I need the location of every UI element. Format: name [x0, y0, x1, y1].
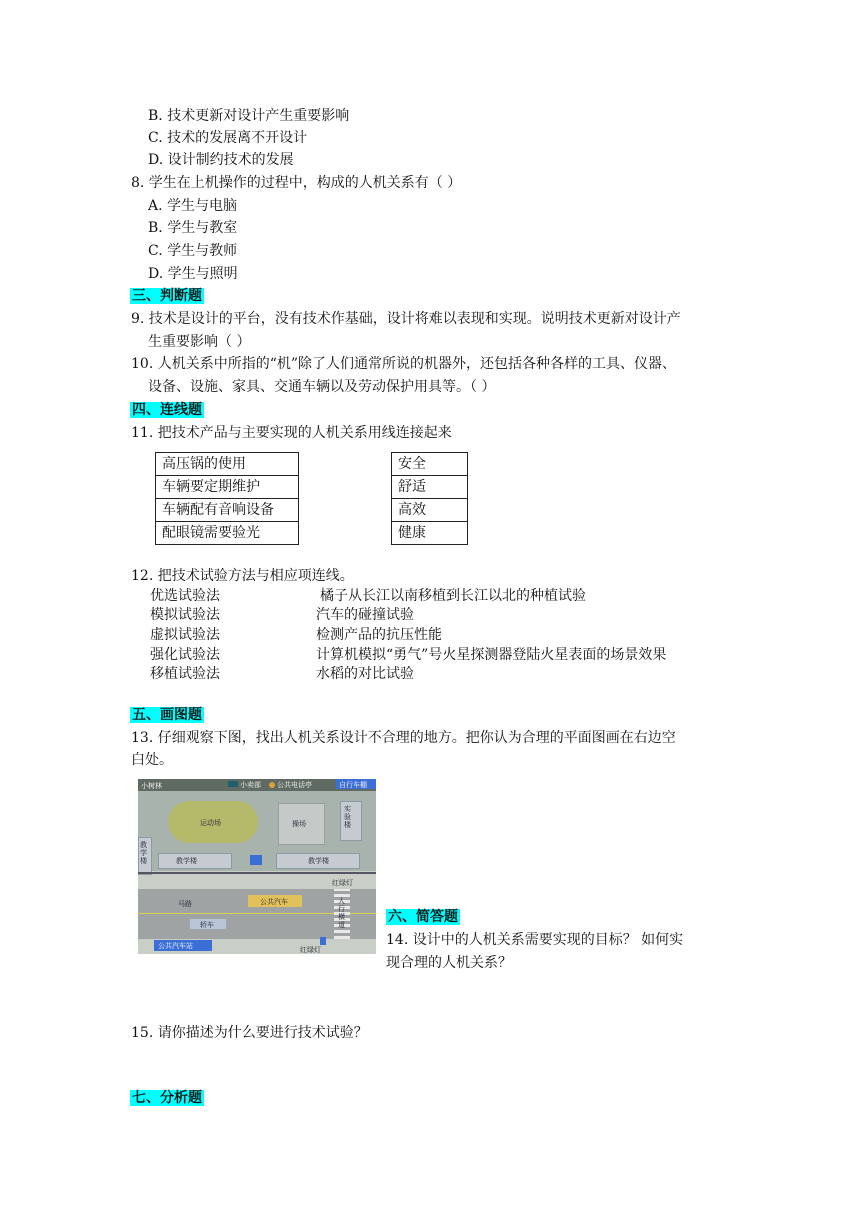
q12-item: 水稻的对比试验 [316, 666, 414, 682]
question-9-line-1: 9. 技术是设计的平台，没有技术作基础，设计将难以表现和实现。说明技术更新对设计产 [131, 311, 681, 327]
section-heading-7: 七、分析题 [132, 1090, 202, 1106]
section-heading-4: 四、连线题 [132, 402, 202, 418]
map-label-shop: 小卖部 [240, 781, 261, 789]
school-plan-map [138, 779, 376, 954]
section-heading-5: 五、画图题 [132, 707, 202, 723]
question-14-line-2: 现合理的人机关系？ [386, 955, 512, 971]
phone-booth-marker [269, 782, 275, 788]
map-label-traffic-light-2: 红绿灯 [300, 946, 321, 954]
q8-option-a: A. 学生与电脑 [148, 198, 238, 214]
question-14-line-1: 14. 设计中的人机关系需要实现的目标？ 如何实 [386, 932, 684, 948]
q11-product: 车辆要定期维护 [156, 476, 299, 499]
map-label-sports-field: 运动场 [200, 819, 221, 827]
q8-option-b: B. 学生与教室 [148, 220, 238, 236]
map-label-side-teaching-building: 教学楼 [140, 841, 147, 865]
map-label-lab-building: 实验楼 [344, 805, 351, 829]
q12-item: 计算机模拟“勇气”号火星探测器登陆火星表面的场景效果 [316, 647, 667, 663]
map-label-traffic-light-1: 红绿灯 [332, 879, 353, 887]
q7-option-b: B. 技术更新对设计产生重要影响 [148, 108, 350, 124]
q12-item: 检测产品的抗压性能 [316, 627, 442, 643]
question-11: 11. 把技术产品与主要实现的人机关系用线连接起来 [131, 425, 452, 441]
question-10-line-2: 设备、设施、家具、交通车辆以及劳动保护用具等。（ ） [148, 379, 496, 395]
question-8: 8. 学生在上机操作的过程中，构成的人机关系有（ ） [131, 175, 462, 191]
q12-item: 汽车的碰撞试验 [316, 607, 414, 623]
q11-products-table [155, 452, 299, 545]
section-heading-3: 三、判断题 [132, 288, 202, 304]
q8-option-d: D. 学生与照明 [148, 266, 238, 282]
question-10-line-1: 10. 人机关系中所指的“机”除了人们通常所说的机器外，还包括各种各样的工具、仪器、 [131, 356, 677, 372]
map-label-teaching-building-1: 教学楼 [176, 857, 197, 865]
q7-option-d: D. 设计制约技术的发展 [148, 152, 294, 168]
question-15: 15. 请你描述为什么要进行技术试验？ [131, 1025, 368, 1041]
q12-method: 模拟试验法 [150, 607, 220, 623]
map-label-phone-booth: 公共电话亭 [277, 781, 312, 789]
map-label-bus-stop: 公共汽车站 [158, 942, 193, 950]
q11-relation: 安全 [392, 453, 468, 476]
q11-relation: 舒适 [392, 476, 468, 499]
question-9-line-2: 生重要影响（ ） [148, 334, 251, 350]
q11-product: 车辆配有音响设备 [156, 499, 299, 522]
map-label-crosswalk: 人行横道 [338, 897, 345, 929]
q12-item: 橘子从长江以南移植到长江以北的种植试验 [320, 588, 586, 604]
q7-option-c: C. 技术的发展离不开设计 [148, 130, 308, 146]
q12-method: 优选试验法 [150, 588, 220, 604]
question-12: 12. 把技术试验方法与相应项连线。 [131, 568, 354, 584]
q11-relation: 高效 [392, 499, 468, 522]
map-label-grove: 小树林 [141, 782, 162, 790]
q11-product: 配眼镜需要验光 [156, 522, 299, 545]
map-label-playground: 操场 [292, 820, 306, 828]
map-label-car: 轿车 [200, 921, 214, 929]
q11-product: 高压锅的使用 [156, 453, 299, 476]
map-label-bike-shed: 自行车棚 [339, 781, 367, 789]
q12-method: 强化试验法 [150, 647, 220, 663]
map-label-bus: 公共汽车 [260, 898, 288, 906]
section-heading-6: 六、简答题 [388, 909, 458, 925]
shop-marker [228, 781, 238, 787]
map-label-teaching-building-2: 教学楼 [308, 857, 329, 865]
map-label-road: 马路 [178, 900, 192, 908]
q12-method: 移植试验法 [150, 666, 220, 682]
q11-relations-table [391, 452, 468, 545]
question-13-line-1: 13. 仔细观察下图，找出人机关系设计不合理的地方。把你认为合理的平面图画在右边空 [131, 730, 676, 746]
question-13-line-2: 白处。 [131, 752, 173, 768]
q8-option-c: C. 学生与教师 [148, 243, 238, 259]
q11-relation: 健康 [392, 522, 468, 545]
q12-method: 虚拟试验法 [150, 627, 220, 643]
